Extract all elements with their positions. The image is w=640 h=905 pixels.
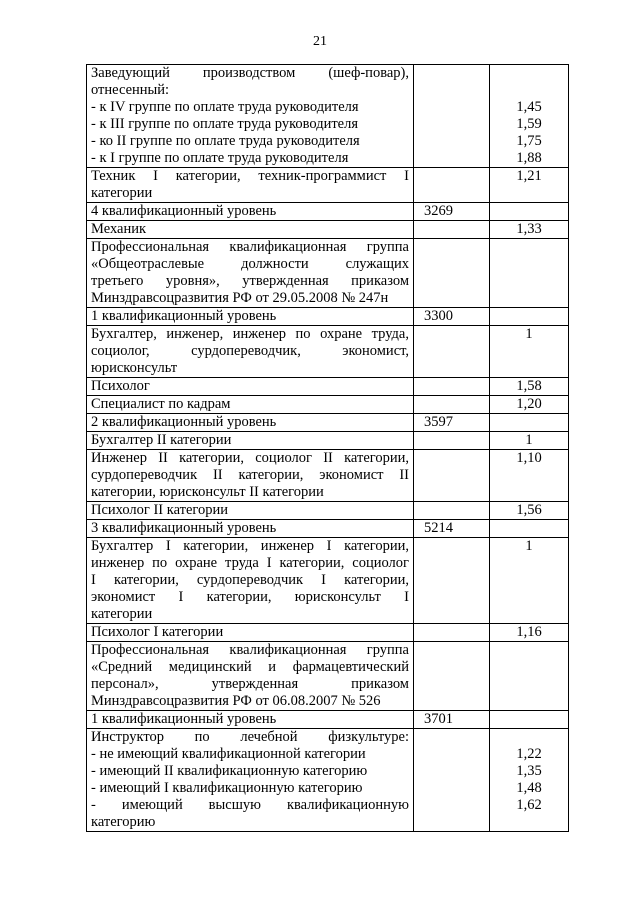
position-text-line: 1 квалификационный уровень [91, 711, 277, 727]
coefficient-value [494, 65, 564, 82]
position-text-line: Заведующий производством (шеф-повар), [91, 65, 409, 81]
position-text-line: «Общеотраслевые должности служащих [91, 256, 409, 272]
position-cell [87, 221, 414, 239]
position-text-line: Профессиональная квалификационная группа [91, 239, 409, 255]
position-cell [87, 729, 414, 832]
position-cell [87, 711, 414, 729]
table-row [87, 642, 569, 711]
position-text-line: - ко II группе по оплате труда руководителя [91, 133, 360, 149]
base-salary-cell [414, 432, 490, 450]
coefficient-value [494, 729, 564, 746]
position-cell [87, 642, 414, 711]
coefficient-value: 1,56 [516, 502, 542, 518]
coefficient-cell [490, 308, 569, 326]
coefficient-cell [490, 711, 569, 729]
coefficient-value: 1,58 [516, 378, 542, 394]
base-salary-cell [414, 65, 490, 168]
coefficient-cell [490, 396, 569, 414]
coefficient-value: 1,45 [516, 99, 542, 115]
coefficient-value: 1,22 [516, 746, 542, 762]
table-row [87, 308, 569, 326]
coefficient-value: 1,33 [516, 221, 542, 237]
coefficient-value [494, 82, 564, 99]
position-cell [87, 239, 414, 308]
position-text-line: 2 квалификационный уровень [91, 414, 277, 430]
table-row [87, 326, 569, 378]
position-cell [87, 502, 414, 520]
position-text-line: Психолог I категории [91, 624, 224, 640]
coefficient-cell [490, 450, 569, 502]
position-text-line: Минздравсоцразвития РФ от 29.05.2008 № 247н [91, 290, 389, 306]
position-cell [87, 520, 414, 538]
position-text-line: - имеющий I квалификационную категорию [91, 780, 363, 796]
position-text-line: Бухгалтер I категории, инженер I категории, [91, 538, 409, 554]
coefficient-value [494, 520, 564, 537]
position-cell [87, 624, 414, 642]
position-text-line: Минздравсоцразвития РФ от 06.08.2007 № 526 [91, 693, 381, 709]
coefficient-cell [490, 432, 569, 450]
position-text-line: Инструктор по лечебной физкультуре: [91, 729, 409, 745]
coefficient-value: 1,20 [516, 396, 542, 412]
base-salary-cell [414, 624, 490, 642]
coefficient-value: 1,62 [516, 797, 542, 813]
coefficient-cell [490, 168, 569, 203]
position-text-line: Механик [91, 221, 147, 237]
base-salary-cell [414, 729, 490, 832]
coefficient-value [494, 414, 564, 431]
base-salary-cell [414, 326, 490, 378]
table-row [87, 711, 569, 729]
table-row [87, 538, 569, 624]
coefficient-cell [490, 520, 569, 538]
position-cell [87, 308, 414, 326]
position-cell [87, 396, 414, 414]
position-cell [87, 378, 414, 396]
base-salary-cell [414, 396, 490, 414]
position-cell [87, 326, 414, 378]
position-text-line: категории [91, 606, 153, 622]
base-salary-cell [414, 221, 490, 239]
page-number: 21 [313, 34, 327, 49]
position-text-line: категорию [91, 814, 156, 830]
position-text-line: экономист I категории, юрисконсульт I [91, 589, 409, 605]
table-row [87, 239, 569, 308]
position-text-line: категории [91, 185, 153, 201]
base-salary-cell [414, 168, 490, 203]
coefficient-value: 1 [525, 432, 533, 448]
coefficient-value: 1,75 [516, 133, 542, 149]
base-salary-cell [414, 538, 490, 624]
coefficient-value: 1,21 [516, 168, 542, 184]
base-salary-cell [414, 502, 490, 520]
coefficient-cell [490, 414, 569, 432]
coefficient-cell [490, 239, 569, 308]
position-text-line: 1 квалификационный уровень [91, 308, 277, 324]
position-text-line: Бухгалтер II категории [91, 432, 232, 448]
coefficient-value: 1 [525, 326, 533, 342]
position-cell [87, 538, 414, 624]
coefficient-value [494, 711, 564, 728]
position-text-line: I категории, сурдопереводчик I категории, [91, 572, 409, 588]
table-row [87, 396, 569, 414]
coefficient-value [494, 239, 564, 256]
table-row [87, 168, 569, 203]
position-cell [87, 203, 414, 221]
coefficient-value [494, 642, 564, 659]
coefficient-value: 1,16 [516, 624, 542, 640]
position-cell [87, 168, 414, 203]
coefficient-cell [490, 624, 569, 642]
table-row [87, 450, 569, 502]
base-salary-cell: 3597 [414, 414, 490, 432]
position-text-line: - к I группе по оплате труда руководителя [91, 150, 349, 166]
base-salary-cell [414, 239, 490, 308]
table-row [87, 502, 569, 520]
coefficient-cell [490, 642, 569, 711]
position-text-line: Психолог [91, 378, 150, 394]
table-row [87, 65, 569, 168]
table-row [87, 378, 569, 396]
base-salary-cell: 3701 [414, 711, 490, 729]
position-text-line: - к III группе по оплате труда руководителя [91, 116, 359, 132]
coefficient-cell [490, 65, 569, 168]
position-text-line: сурдопереводчик II категории, экономист II [91, 467, 409, 483]
coefficient-value: 1,35 [516, 763, 542, 779]
position-text-line: персонал», утвержденная приказом [91, 676, 409, 692]
table-row [87, 414, 569, 432]
coefficient-cell [490, 203, 569, 221]
position-text-line: - к IV группе по оплате труда руководителя [91, 99, 359, 115]
coefficient-value: 1,88 [516, 150, 542, 166]
position-text-line: Техник I категории, техник-программист I [91, 168, 409, 184]
table-row [87, 520, 569, 538]
base-salary-cell: 3269 [414, 203, 490, 221]
position-cell [87, 450, 414, 502]
salary-table [86, 64, 569, 832]
table-row [87, 432, 569, 450]
coefficient-cell [490, 538, 569, 624]
position-text-line: категории, юрисконсульт II категории [91, 484, 324, 500]
position-text-line: Профессиональная квалификационная группа [91, 642, 409, 658]
base-salary-cell [414, 642, 490, 711]
coefficient-cell [490, 221, 569, 239]
position-cell [87, 432, 414, 450]
coefficient-value: 1,59 [516, 116, 542, 132]
position-text-line: Психолог II категории [91, 502, 229, 518]
position-text-line: «Средний медицинский и фармацевтический [91, 659, 409, 675]
base-salary-cell: 5214 [414, 520, 490, 538]
coefficient-value: 1,10 [516, 450, 542, 466]
position-text-line: 3 квалификационный уровень [91, 520, 277, 536]
position-cell [87, 65, 414, 168]
base-salary-cell [414, 450, 490, 502]
position-text-line: - имеющий II квалификационную категорию [91, 763, 368, 779]
position-text-line: Инженер II категории, социолог II категории, [91, 450, 409, 466]
base-salary-cell [414, 378, 490, 396]
table-row [87, 624, 569, 642]
coefficient-cell [490, 378, 569, 396]
position-text-line: инженер по охране труда I категории, социолог [91, 555, 409, 571]
table-row [87, 221, 569, 239]
position-text-line: третьего уровня», утвержденная приказом [91, 273, 409, 289]
position-text-line: Специалист по кадрам [91, 396, 231, 412]
position-text-line: Бухгалтер, инженер, инженер по охране труда, [91, 326, 409, 342]
coefficient-cell [490, 326, 569, 378]
coefficient-cell [490, 502, 569, 520]
position-text-line: социолог, сурдопереводчик, экономист, [91, 343, 409, 359]
coefficient-cell [490, 729, 569, 832]
coefficient-value [494, 308, 564, 325]
coefficient-value: 1,48 [516, 780, 542, 796]
table-row [87, 203, 569, 221]
position-text-line: - не имеющий квалификационной категории [91, 746, 366, 762]
coefficient-value [494, 203, 564, 220]
position-cell [87, 414, 414, 432]
position-text-line: 4 квалификационный уровень [91, 203, 277, 219]
base-salary-cell: 3300 [414, 308, 490, 326]
position-text-line: - имеющий высшую квалификационную [91, 797, 409, 813]
position-text-line: отнесенный: [91, 82, 170, 98]
position-text-line: юрисконсульт [91, 360, 178, 376]
table-row [87, 729, 569, 832]
coefficient-value: 1 [525, 538, 533, 554]
coefficient-value [494, 814, 564, 831]
